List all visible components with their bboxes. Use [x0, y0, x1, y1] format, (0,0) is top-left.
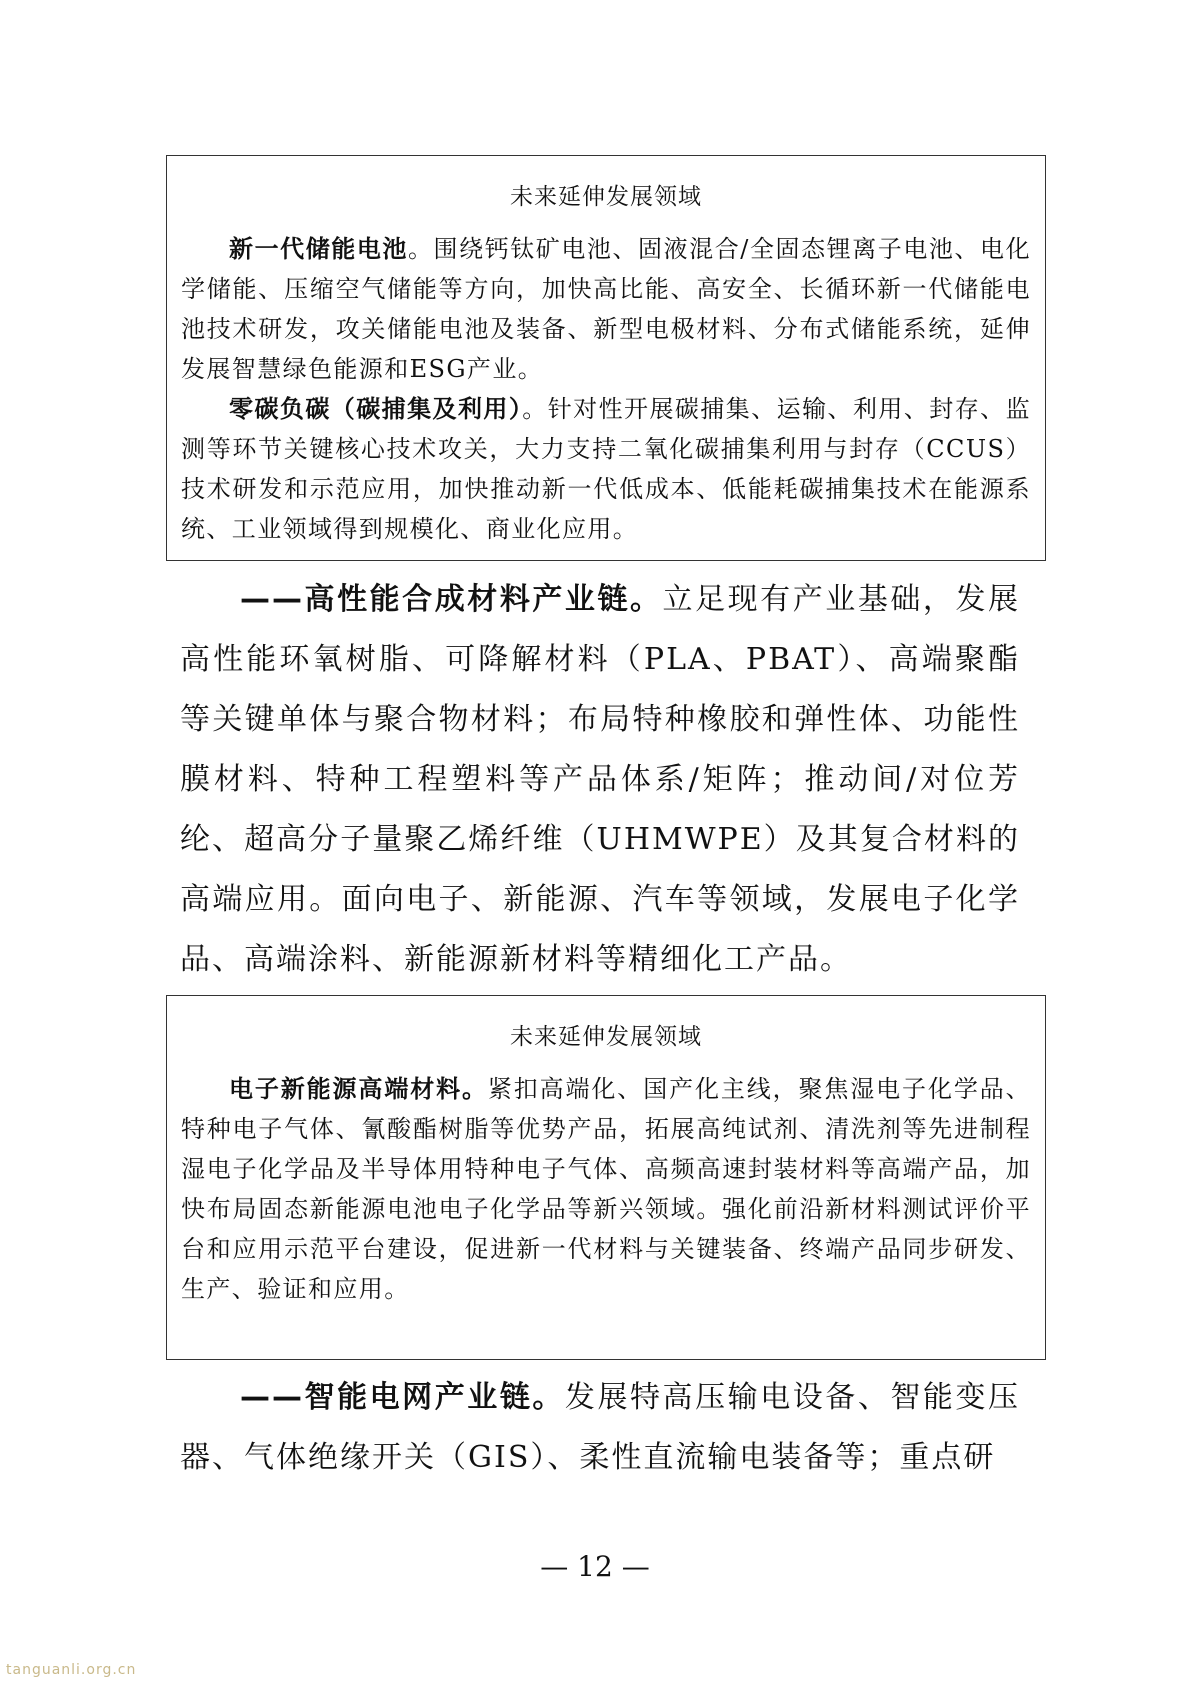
box-item-text: 紧扣高端化、国产化主线，聚焦湿电子化学品、特种电子气体、氰酸酯树脂等优势产品，拓展高纯试剂、清洗剂等先进制程湿电子化学品及半导体用特种电子气体、高频高速封装材料等高端产品，加快布局固态新能源电池电子化学品等新兴领域。强化前沿新材料测试评价平台和应用示范平台建设，促进新一代材料与关键装备、终端产品同步研发、生产、验证和应用。: [181, 1075, 1032, 1303]
extension-box-2: [166, 995, 1046, 1360]
box-item-heading: 新一代储能电池: [229, 235, 408, 263]
box-item-heading: 电子新能源高端材料。: [229, 1075, 488, 1103]
box-paragraph-energy-storage: [181, 229, 1031, 389]
paragraph-smart-grid: [180, 1368, 1020, 1488]
box-paragraph-electronic-materials: [181, 1069, 1031, 1309]
box-item-heading: 零碳负碳（碳捕集及利用）: [229, 395, 523, 423]
paragraph-heading: ——智能电网产业链。: [240, 1380, 565, 1415]
paragraph-synthetic-materials: [180, 570, 1020, 990]
watermark: tanguanli.org.cn: [6, 1662, 137, 1678]
box-title: 未来延伸发展领域: [510, 184, 702, 210]
box-item-text: 。围绕钙钛矿电池、固液混合/全固态锂离子电池、电化学储能、压缩空气储能等方向，加快高比能、高安全、长循环新一代储能电池技术研发，攻关储能电池及装备、新型电极材料、分布式储能系统，延伸发展智慧绿色能源和ESG产业。: [181, 235, 1031, 383]
box-title: 未来延伸发展领域: [510, 1024, 702, 1050]
paragraph-text: 立足现有产业基础，发展高性能环氧树脂、可降解材料（PLA、PBAT）、高端聚酯等关键单体与聚合物材料；布局特种橡胶和弹性体、功能性膜材料、特种工程塑料等产品体系/矩阵；推动间/对位芳纶、超高分子量聚乙烯纤维（UHMWPE）及其复合材料的高端应用。面向电子、新能源、汽车等领域，发展电子化学品、高端涂料、新能源新材料等精细化工产品。: [180, 582, 1021, 977]
paragraph-text: 发展特高压输电设备、智能变压器、气体绝缘开关（GIS）、柔性直流输电装备等；重点研: [180, 1380, 1021, 1475]
box-item-text: 。针对性开展碳捕集、运输、利用、封存、监测等环节关键核心技术攻关，大力支持二氧化碳捕集利用与封存（CCUS）技术研发和示范应用，加快推动新一代低成本、低能耗碳捕集技术在能源系统、工业领域得到规模化、商业化应用。: [181, 395, 1031, 543]
page-number: — 12 —: [540, 1550, 650, 1583]
paragraph-heading: ——高性能合成材料产业链。: [240, 582, 663, 617]
box-paragraph-carbon: [181, 389, 1031, 549]
extension-box-1: [166, 155, 1046, 561]
